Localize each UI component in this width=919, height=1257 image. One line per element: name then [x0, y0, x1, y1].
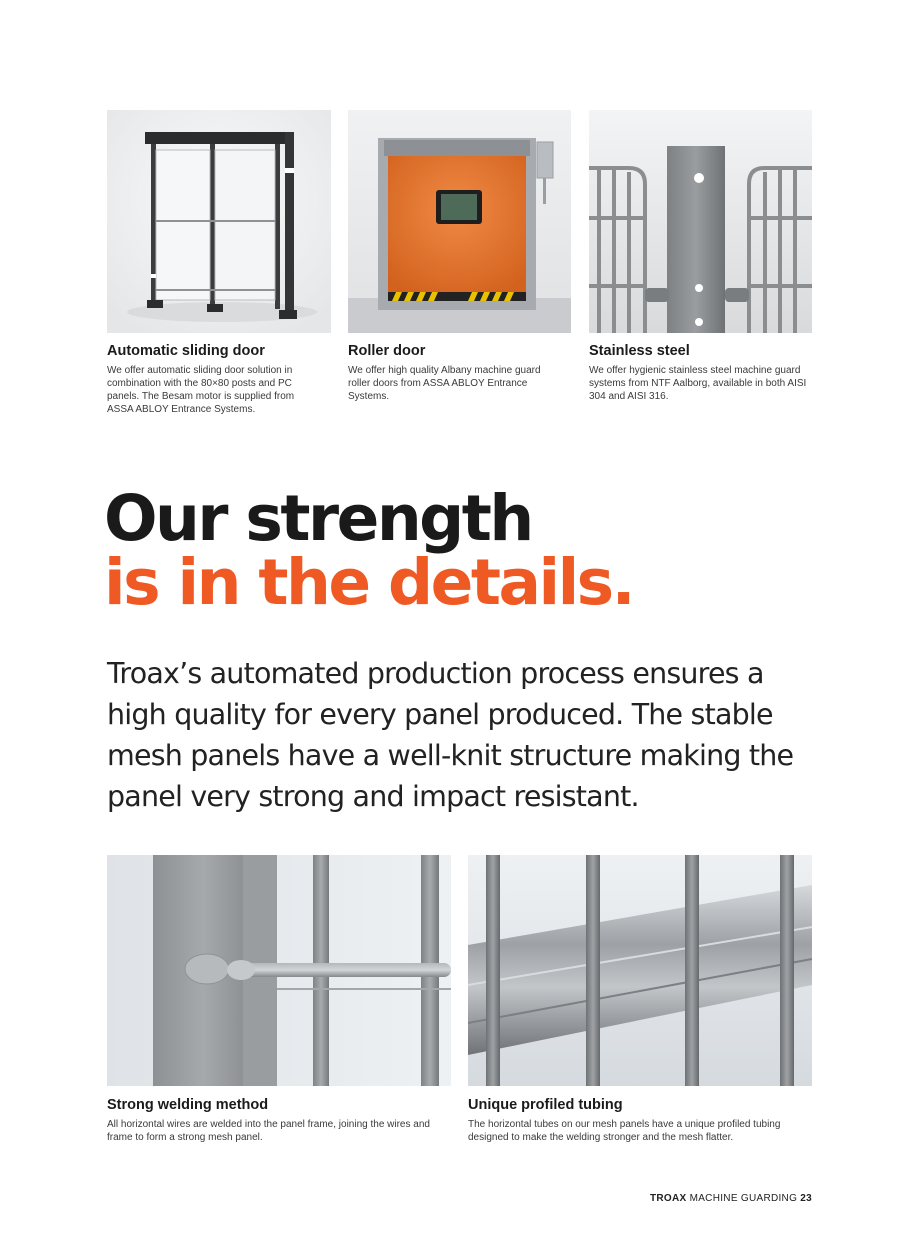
card-tubing — [468, 1097, 814, 1144]
card-title: Roller door — [348, 343, 426, 359]
card-text: The horizontal tubes on our mesh panels have a unique profiled tubing designed to make the welding stronger and the mesh flatter. — [468, 1119, 781, 1143]
profiled-tubing-photo — [468, 855, 812, 1086]
card-text: We offer high quality Albany machine guard roller doors from ASSA ABLOY Entrance Systems. — [348, 365, 541, 402]
card-title: Unique profiled tubing — [468, 1097, 623, 1113]
roller-door-photo — [348, 110, 571, 333]
headline-line-1: Our strength — [104, 482, 532, 555]
headline-line-2: is in the details. — [104, 546, 634, 619]
card-title: Strong welding method — [107, 1097, 269, 1113]
footer-brand: TROAX — [649, 1193, 687, 1204]
card-title: Stainless steel — [589, 343, 690, 359]
page-number: 23 — [800, 1193, 812, 1204]
card-sliding-door — [107, 343, 322, 416]
card-text: All horizontal wires are welded into the panel frame, joining the wires and frame to form a strong mesh panel. — [107, 1119, 430, 1143]
card-text: We offer automatic sliding door solution in combination with the 80×80 posts and PC panels. The Besam motor is supplied from ASSA ABLOY Entrance Systems. — [107, 365, 295, 415]
card-stainless-steel — [589, 343, 811, 403]
lead-paragraph: Troax’s automated production process ensures a high quality for every panel produced. The stable mesh panels have a well-knit structure making the panel very strong and impact resistant. — [107, 657, 794, 813]
stainless-steel-photo — [589, 110, 812, 333]
card-welding — [107, 1097, 451, 1144]
headline — [104, 482, 884, 619]
sliding-door-photo — [107, 110, 331, 333]
footer-section: MACHINE GUARDING — [689, 1193, 798, 1204]
welding-photo — [107, 855, 451, 1086]
card-roller-door — [348, 343, 543, 403]
page-footer — [650, 1193, 812, 1204]
card-text: We offer hygienic stainless steel machine guard systems from NTF Aalborg, available in both AISI 304 and AISI 316. — [589, 365, 807, 402]
card-title: Automatic sliding door — [107, 343, 265, 359]
